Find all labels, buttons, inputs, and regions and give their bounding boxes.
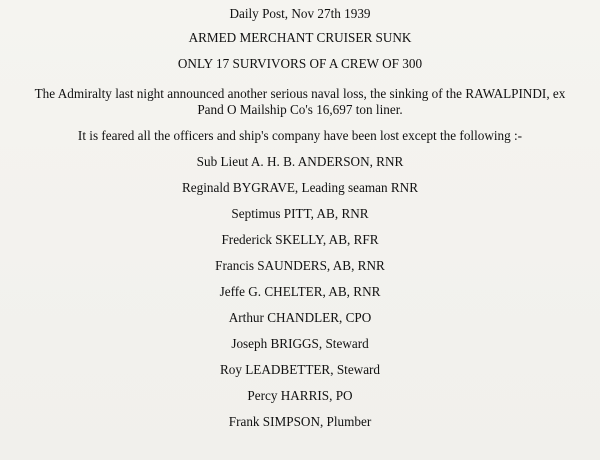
dateline: Daily Post, Nov 27th 1939 <box>229 6 371 21</box>
intro-line-1: The Admiralty last night announced another serious naval loss, the sinking of the RAWALPINDI, ex <box>34 86 566 101</box>
survivor-name: Sub Lieut A. H. B. ANDERSON, RNR <box>196 154 404 169</box>
survivor-name: Frederick SKELLY, AB, RFR <box>221 232 379 247</box>
survivor-name: Arthur CHANDLER, CPO <box>228 310 372 325</box>
survivor-name: Roy LEADBETTER, Steward <box>219 362 381 377</box>
survivor-name: Septimus PITT, AB, RNR <box>231 206 369 221</box>
survivor-name: Frank SIMPSON, Plumber <box>228 414 372 429</box>
survivor-name: Francis SAUNDERS, AB, RNR <box>215 258 385 273</box>
subheadline: ONLY 17 SURVIVORS OF A CREW OF 300 <box>177 56 423 71</box>
headline: ARMED MERCHANT CRUISER SUNK <box>188 30 412 45</box>
intro-line-2: Pand O Mailship Co's 16,697 ton liner. <box>197 102 403 117</box>
survivor-name: Jeffe G. CHELTER, AB, RNR <box>219 284 381 299</box>
survivor-name: Reginald BYGRAVE, Leading seaman RNR <box>181 180 418 195</box>
lead-in: It is feared all the officers and ship's company have been lost except the following :- <box>77 128 523 143</box>
survivor-name: Percy HARRIS, PO <box>247 388 353 403</box>
survivor-name: Joseph BRIGGS, Steward <box>231 336 369 351</box>
